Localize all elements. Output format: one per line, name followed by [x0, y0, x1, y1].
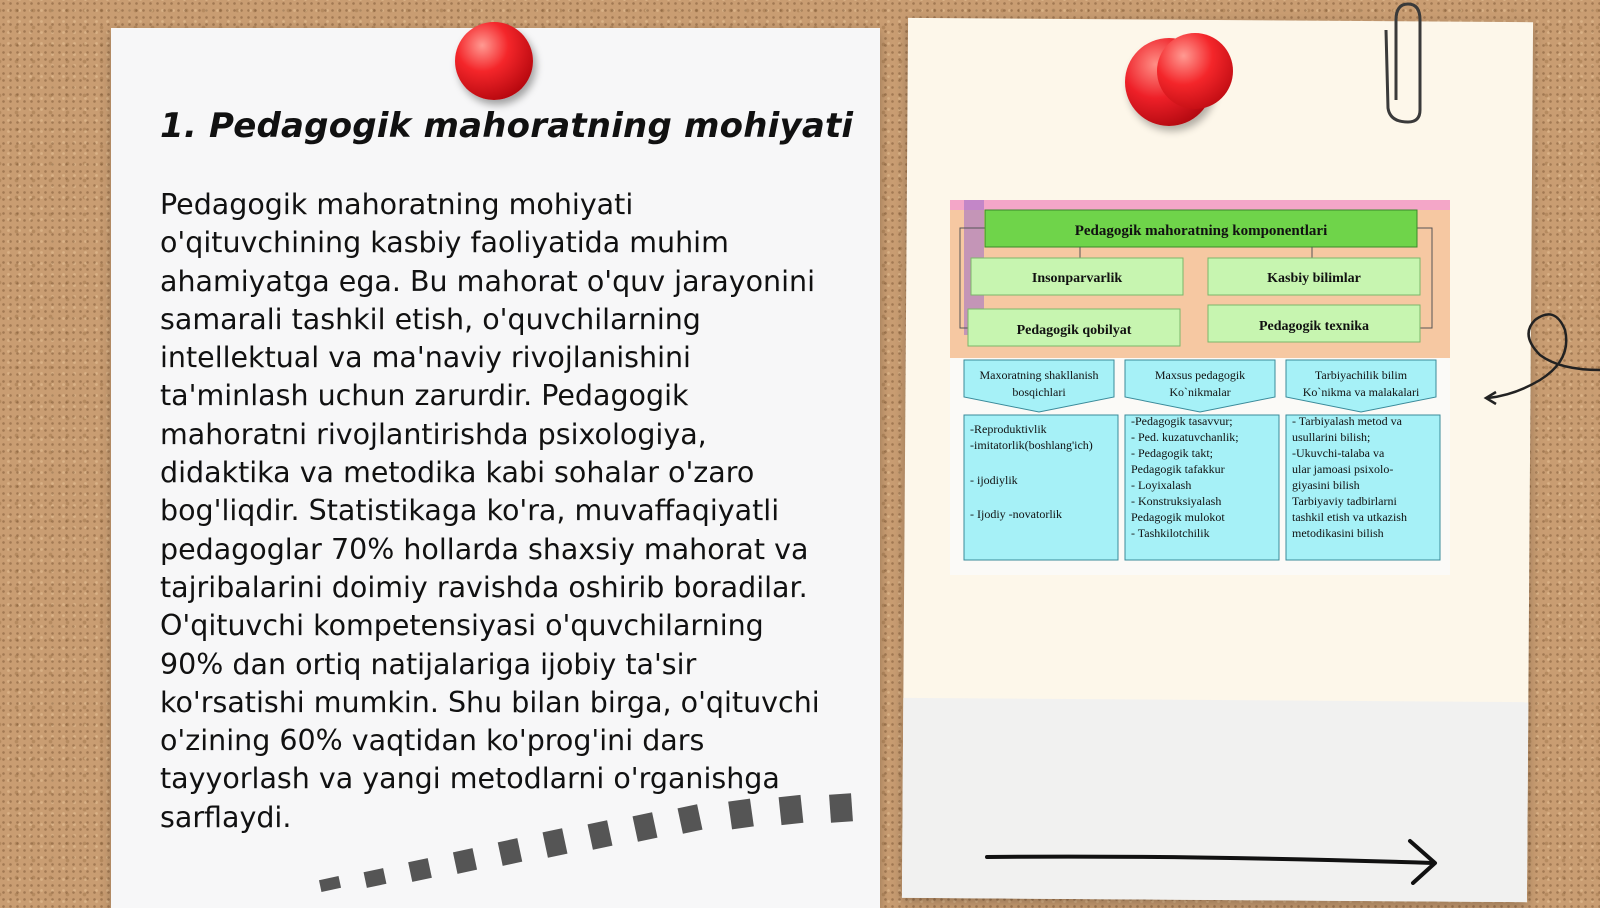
body-paragraph: Pedagogik mahoratning mohiyati o'qituvchining kasbiy faoliyatida muhim ahamiyatga ega. Bu mahorat o'quv jarayonini samarali tashkil etish, o'quvchilarning intellektual va ma'naviy rivojlanishini ta'minlash uchun zarurdir. Pedagogik mahoratni rivojlantirishda psixologiya, didaktika va metodika kabi sohalar o'zaro bog'liqdir. Statistikaga ko'ra, muvaffaqiyatli pedagoglar 70% hollarda shaxsiy mahorat va tajribalarini doimiy ravishda oshirib boradilar. O'qituvchi kompetensiyasi o'quvchilarning 90% dan ortiq natijalariga ijobiy ta'sir ko'rsatishi mumkin. Shu bilan birga, o'qituvchi o'zining 60% vaqtidan ko'prog'ini dars tayyorlash va yangi metodlarni o'rganishga sarflaydi. — [160, 188, 820, 834]
column-header-line: Maxoratning shakllanish — [979, 368, 1099, 382]
page-title: 1. Pedagogik mahoratning mohiyati — [160, 106, 854, 146]
component-label: Pedagogik qobilyat — [1016, 323, 1132, 338]
column-item: Pedagogik mulokot — [1131, 510, 1225, 524]
diagram-top-strip — [950, 200, 1450, 210]
component-label: Pedagogik texnika — [1258, 319, 1370, 334]
arrow-right-icon — [985, 835, 1455, 885]
column-item: - Pedagogik takt; — [1131, 446, 1213, 460]
column-header-line: Maxsus pedagogik — [1154, 368, 1246, 382]
column-item: - Tarbiyalash metod va — [1292, 414, 1402, 428]
component-label: Kasbiy bilimlar — [1267, 271, 1361, 286]
column-header-line: bosqichlari — [1012, 385, 1066, 399]
red-pushpin-icon — [455, 22, 533, 100]
column-item: - ijodiylik — [970, 473, 1018, 487]
diagram-title: Pedagogik mahoratning komponentlari — [1074, 223, 1328, 239]
column-header-line: Tarbiyachilik bilim — [1314, 368, 1408, 382]
column-header-line: Ko`nikmalar — [1169, 385, 1231, 399]
column-item: Tarbiyaviy tadbirlarni — [1292, 494, 1397, 508]
component-label: Insonparvarlik — [1031, 271, 1123, 286]
column-item: - Loyixalash — [1131, 478, 1192, 492]
column-item: - Ped. kuzatuvchanlik; — [1131, 430, 1239, 444]
column-item: tashkil etish va utkazish — [1292, 510, 1407, 524]
column-item: -Reproduktivlik — [970, 422, 1047, 436]
column-item: -Ukuvchi-talaba va — [1292, 446, 1385, 460]
column-item: - Konstruksiyalash — [1131, 494, 1222, 508]
column-item: giyasini bilish — [1292, 478, 1360, 492]
curly-arrow-doodle-icon — [1480, 300, 1600, 410]
column-item: - Tashkilotchilik — [1131, 526, 1210, 540]
column-item: -Pedagogik tasavvur; — [1131, 414, 1233, 428]
paperclip-icon — [1380, 0, 1430, 125]
column-item: ular jamoasi psixolo- — [1292, 462, 1394, 476]
column-item: -imitatorlik(boshlang'ich) — [970, 438, 1093, 452]
column-item: Pedagogik tafakkur — [1131, 462, 1225, 476]
column-item: metodikasini bilish — [1292, 526, 1384, 540]
red-pushpin-icon-small — [1157, 33, 1233, 109]
column-item: - Ijodiy -novatorlik — [970, 507, 1062, 521]
column-item: usullarini bilish; — [1292, 430, 1371, 444]
column-body-box — [964, 415, 1118, 560]
torn-paper-edge-decoration — [300, 790, 870, 900]
column-header-line: Ko`nikma va malakalari — [1302, 385, 1420, 399]
components-diagram — [950, 200, 1450, 575]
